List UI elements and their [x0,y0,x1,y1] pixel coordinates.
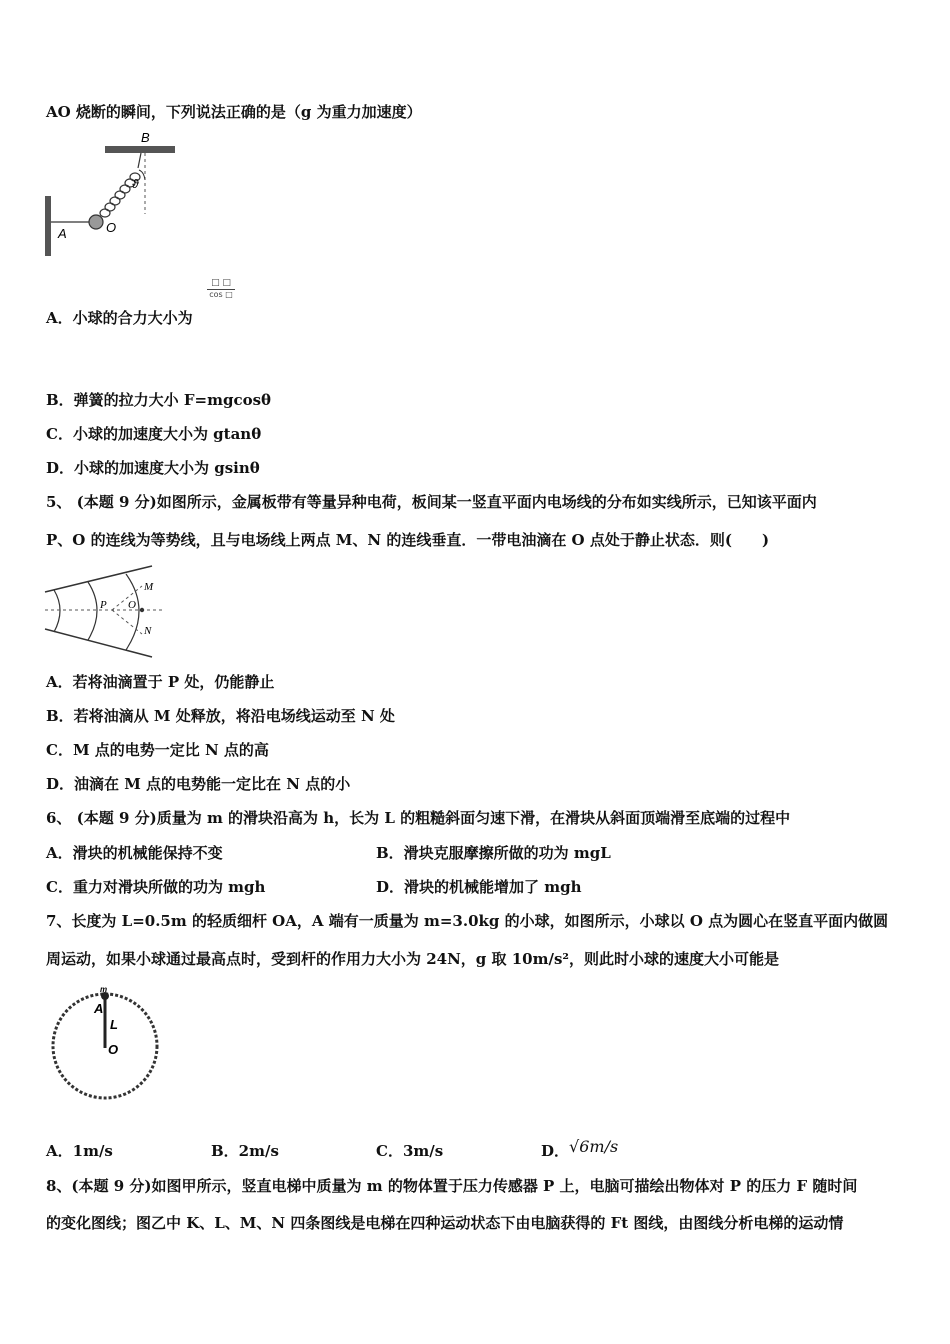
q6-option-c: C．重力对滑块所做的功为 mgh [46,878,266,896]
electric-field-figure [40,562,170,662]
upper-plate [45,566,152,592]
label-o-field: O [128,599,136,611]
q4-option-c: C．小球的加速度大小为 gtanθ [46,425,262,443]
q4-option-d: D．小球的加速度大小为 gsinθ [46,459,260,477]
q5-stem-line1: 5、 (本题 9 分)如图所示，金属板带有等量异种电荷，板间某一竖直平面内电场线的分布如实线所示，已知该平面内 [46,493,817,511]
label-a: A [58,226,67,241]
label-theta: ϑ [132,177,139,191]
label-a-rod: A [94,1001,104,1016]
spring-ball-figure [40,128,185,260]
q5-stem-line2: P、O 的连线为等势线，且与电场线上两点 M、N 的连线垂直．一带电油滴在 O 点处于静止状态．则( ) [46,531,770,549]
q5-option-c: C．M 点的电势一定比 N 点的高 [46,741,269,759]
label-o-center: O [108,1042,119,1057]
q7-option-c: C．3m/s [376,1142,444,1160]
circular-motion-figure [44,982,164,1102]
q6-stem: 6、 (本题 9 分)质量为 m 的滑块沿高为 h，长为 L 的粗糙斜面匀速下滑，在滑块从斜面顶端滑至底端的过程中 [46,809,791,827]
fraction-denominator: cos □ [209,290,233,299]
q8-stem-line1: 8、(本题 9 分)如图甲所示，竖直电梯中质量为 m 的物体置于压力传感器 P 上，电脑可描绘出物体对 P 的压力 F 随时间 [46,1177,858,1195]
q7-option-d [541,1137,619,1161]
label-n: N [144,625,152,637]
q4-stem-tail: AO 烧断的瞬间，下列说法正确的是（g 为重力加速度） [46,103,422,121]
label-b: B [141,130,150,145]
q7-option-d-label: D． [541,1142,570,1160]
q7-option-b: B．2m/s [211,1142,279,1160]
label-o: O [106,220,117,235]
q6-option-a: A．滑块的机械能保持不变 [46,844,223,862]
q6-option-d: D．滑块的机械能增加了 mgh [376,878,582,896]
q7-option-a: A．1m/s [46,1142,113,1160]
fraction-numerator: □ □ [207,278,235,290]
option-a-fraction [207,278,235,300]
q5-option-b: B．若将油滴从 M 处释放，将沿电场线运动至 N 处 [46,707,395,725]
q5-option-d: D．油滴在 M 点的电势能一定比在 N 点的小 [46,775,351,793]
q4-option-b: B．弹簧的拉力大小 F=mgcosθ [46,391,272,409]
lower-plate [45,629,152,657]
q5-option-a: A．若将油滴置于 P 处，仍能静止 [46,673,275,691]
label-mass: m [100,985,108,994]
point-o-dot [140,608,144,612]
field-lines [54,574,139,650]
wall-plate [45,196,51,256]
q4-option-a: A．小球的合力大小为 [46,309,193,327]
ball-o [89,215,103,229]
ceiling-plate [105,146,175,153]
q7-stem-line2: 周运动，如果小球通过最高点时，受到杆的作用力大小为 24N，g 取 10m/s²，则此时小球的速度大小可能是 [46,950,779,968]
q8-stem-line2: 的变化图线；图乙中 K、L、M、N 四条图线是电梯在四种运动状态下由电脑获得的 Ft 图线，由图线分析电梯的运动情 [46,1214,844,1232]
label-p: P [100,599,107,611]
label-l: L [110,1017,118,1032]
label-m: M [144,581,154,593]
q6-option-b: B．滑块克服摩擦所做的功为 mgL [376,844,611,862]
q7-option-d-value: √6m/s [569,1137,619,1156]
q7-stem-line1: 7、长度为 L=0.5m 的轻质细杆 OA，A 端有一质量为 m=3.0kg 的小球，如图所示，小球以 O 点为圆心在竖直平面内做圆 [46,912,889,930]
